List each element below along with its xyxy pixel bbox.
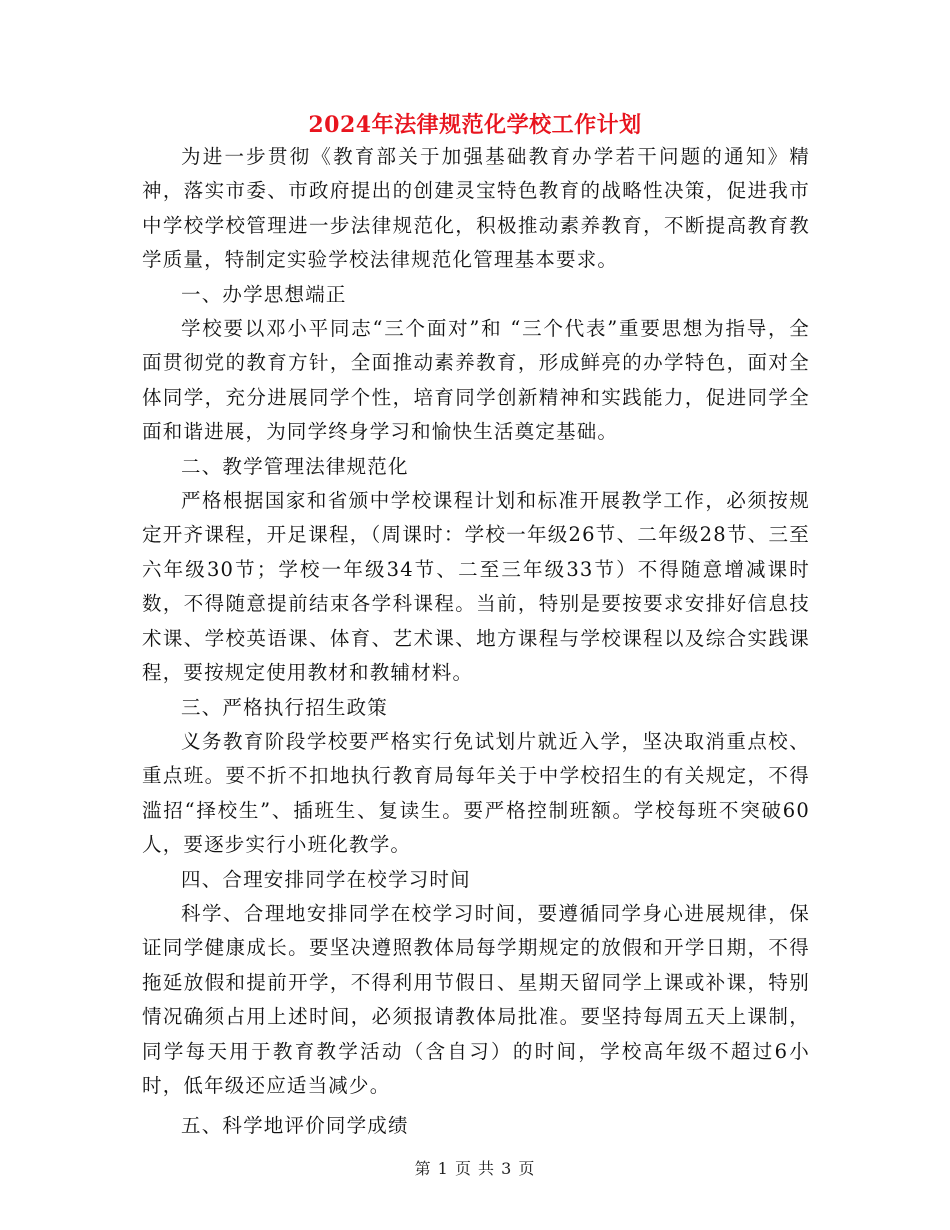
section-heading-5: 五、科学地评价同学成绩 xyxy=(181,1114,409,1138)
section-paragraph-1: 学校要以邓小平同志“三个面对”和 “三个代表”重要思想为指导，全面贯彻党的教育方针，全面推动素养教育，形成鲜亮的办学特色，面对全体同学，充分进展同学个性，培育同学创新精神和实践能力，促进同学全面和谐进展，为同学终身学习和愉快生活奠定基础。 xyxy=(142,317,810,444)
document-body xyxy=(142,140,810,1144)
section-paragraph-2: 严格根据国家和省颁中学校课程计划和标准开展教学工作，必须按规定开齐课程，开足课程，（周课时：学校一年级26节、二年级28节、三至六年级30节；学校一年级34节、二至三年级33节）不得随意增减课时数，不得随意提前结束各学科课程。当前，特别是要按要求安排好信息技术课、学校英语课、体育、艺术课、地方课程与学校课程以及综合实践课程，要按规定使用教材和教辅材料。 xyxy=(142,489,810,685)
section-heading-2: 二、教学管理法律规范化 xyxy=(181,454,409,478)
section-heading-1: 一、办学思想端正 xyxy=(181,282,347,306)
section-paragraph-3: 义务教育阶段学校要严格实行免试划片就近入学，坚决取消重点校、重点班。要不折不扣地执行教育局每年关于中学校招生的有关规定，不得滥招“择校生”、插班生、复读生。要严格控制班额。学校每班不突破60人，要逐步实行小班化教学。 xyxy=(142,729,810,857)
document-title: 2024年法律规范化学校工作计划 xyxy=(308,112,642,138)
intro-paragraph: 为进一步贯彻《教育部关于加强基础教育办学若干问题的通知》精神，落实市委、市政府提出的创建灵宝特色教育的战略性决策，促进我市中学校学校管理进一步法律规范化，积极推动素养教育，不断提高教育教学质量，特制定实验学校法律规范化管理基本要求。 xyxy=(142,145,810,272)
section-paragraph-4: 科学、合理地安排同学在校学习时间，要遵循同学身心进展规律，保证同学健康成长。要坚决遵照教体局每学期规定的放假和开学日期，不得拖延放假和提前开学，不得利用节假日、星期天留同学上课或补课，特别情况确须占用上述时间，必须报请教体局批准。要坚持每周五天上课制，同学每天用于教育教学活动（含自习）的时间，学校高年级不超过6小时，低年级还应适当减少。 xyxy=(142,901,810,1097)
page-footer: 第 1 页 共 3 页 xyxy=(414,1159,536,1178)
section-heading-4: 四、合理安排同学在校学习时间 xyxy=(181,867,471,891)
section-heading-3: 三、严格执行招生政策 xyxy=(181,695,389,719)
